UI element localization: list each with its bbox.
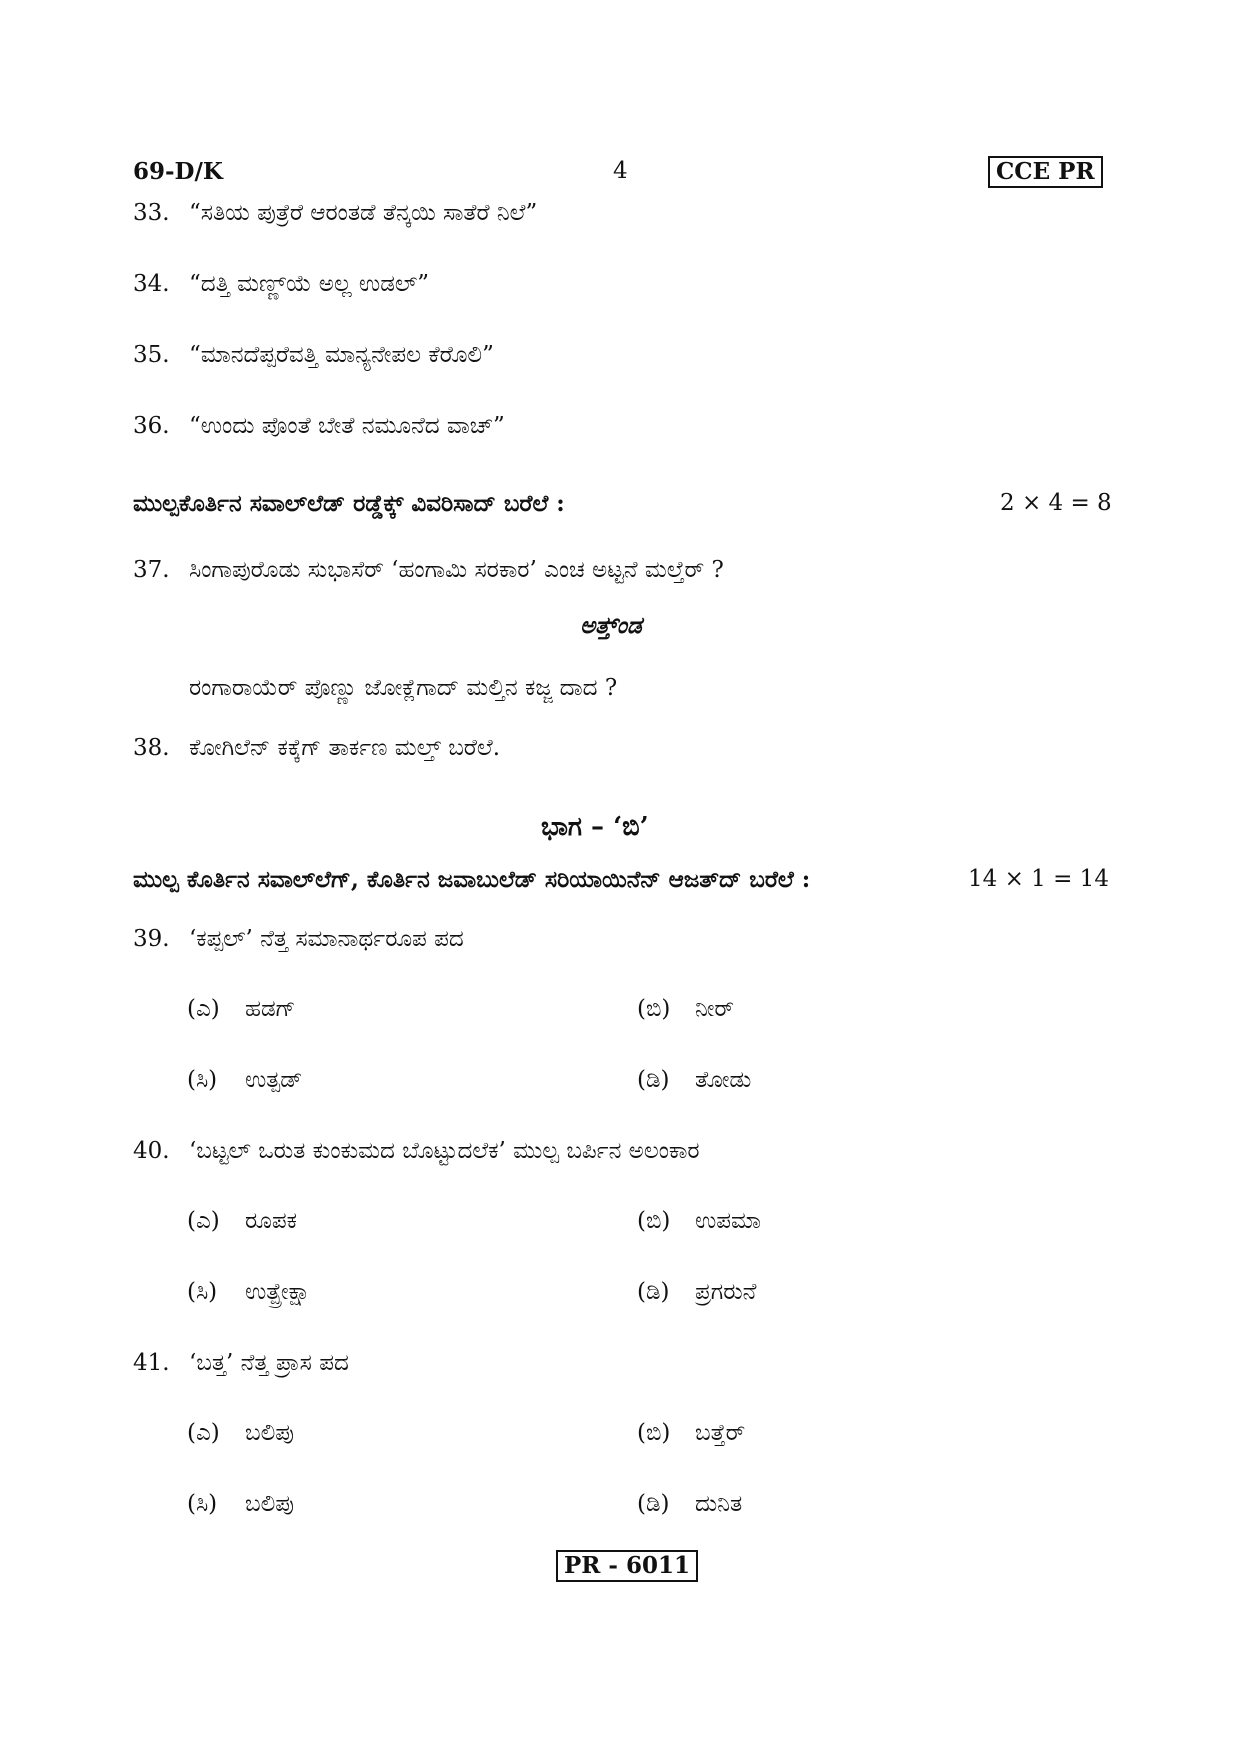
or-label: ಅತ್ತ್‌ಂಡ bbox=[580, 612, 642, 639]
q39-option-d: (ಡಿ) ತೋಡು bbox=[637, 1067, 752, 1093]
question-41: 41. ‘ಬತ್ತ’ ನೆತ್ತ ಪ್ರಾಸ ಪದ bbox=[133, 1350, 349, 1376]
q40-option-c: (ಸಿ) ಉತ್ಪ್ರೇಕ್ಷಾ bbox=[187, 1279, 311, 1305]
paper-code: 69-D/K bbox=[133, 158, 223, 185]
part-b-instruction: ಮುಲ್ಪ ಕೊರ್ತಿನ ಸವಾಲ್‌ಲೆಗ್, ಕೊರ್ತಿನ ಜವಾಬುಲೆಡ್ ಸರಿಯಾಯಿನೆನ್ ಆಜತ್‌ದ್ ಬರೆಲೆ : bbox=[133, 866, 811, 893]
question-40: 40. ‘ಬಟ್ಟಲ್ ಒರುತ ಕುಂಕುಮದ ಬೊಟ್ಟುದಲೆಕ’ ಮುಲ್ಪ ಬರ್ಪಿನ ಅಲಂಕಾರ bbox=[133, 1138, 700, 1164]
page-number: 4 bbox=[613, 158, 628, 184]
question-37: 37. ಸಿಂಗಾಪುರೊಡು ಸುಭಾಸೆರ್ ‘ಹಂಗಾಮಿ ಸರಕಾರ’ ಎಂಚ ಅಟ್ಟನೆ ಮಲ್ತೆರ್ ? bbox=[133, 557, 724, 583]
q39-option-b: (ಬಿ) ನೀರ್ bbox=[637, 996, 735, 1022]
q41-option-b: (ಬಿ) ಬತ್ತೆರ್ bbox=[637, 1420, 746, 1446]
part-b-title: ಭಾಗ – ‘ಬಿ’ bbox=[541, 812, 649, 842]
part-b-marks: 14 × 1 = 14 bbox=[968, 866, 1109, 892]
question-33: 33. “ಸತಿಯ ಪುತ್ರೆರೆ ಆರಂತಡೆ ತೆನ್ಕಯಿ ಸಾತೆರೆ ನಿಲೆ” bbox=[133, 200, 538, 226]
question-38: 38. ಕೋಗಿಲೆನ್ ಕಕ್ಕೆಗ್ ತಾರ್ಕಣ ಮಲ್ತ್ ಬರೆಲೆ. bbox=[133, 735, 501, 761]
question-39: 39. ‘ಕಪ್ಪಲ್’ ನೆತ್ತ ಸಮಾನಾರ್ಥರೂಪ ಪದ bbox=[133, 926, 464, 952]
section-instruction: ಮುಲ್ಪಕೊರ್ತಿನ ಸವಾಲ್‌ಲೆಡ್ ರಡ್ಡೆಕ್ಕ್ ವಿವರಿಸಾದ್ ಬರೆಲೆ : bbox=[133, 490, 565, 517]
q40-option-b: (ಬಿ) ಉಪಮಾ bbox=[637, 1208, 762, 1234]
q39-option-a: (ಎ) ಹಡಗ್ bbox=[187, 996, 296, 1022]
question-34: 34. “ದತ್ತಿ ಮಣ್ಣ್‌ಯೆ ಅಲ್ಲ ಉಡಲ್” bbox=[133, 271, 429, 297]
q41-option-d: (ಡಿ) ದುನಿತ bbox=[637, 1491, 743, 1517]
footer-code-box: PR - 6011 bbox=[556, 1550, 698, 1582]
q41-option-a: (ಎ) ಬಲಿಪು bbox=[187, 1420, 294, 1446]
paper-type-box: CCE PR bbox=[988, 156, 1103, 188]
question-37-alternative: ರಂಗಾರಾಯೆರ್ ಪೊಣ್ಣು ಜೋಕ್ಲೆಗಾದ್ ಮಲ್ತಿನ ಕಜ್ಜ ದಾದ ? bbox=[189, 675, 618, 701]
question-36: 36. “ಉಂದು ಪೊಂತೆ ಬೇತೆ ನಮೂನೆದ ವಾಚ್” bbox=[133, 413, 505, 439]
q39-option-c: (ಸಿ) ಉತ್ಪಡ್ bbox=[187, 1067, 303, 1093]
q40-option-d: (ಡಿ) ಪ್ರಗರುನೆ bbox=[637, 1279, 757, 1305]
section-marks: 2 × 4 = 8 bbox=[1000, 490, 1112, 516]
question-35: 35. “ಮಾನದೆಪ್ಪರೆವತ್ತಿ ಮಾನ್ಯನೇಪಲ ಕೆರೊಲಿ” bbox=[133, 342, 494, 368]
q40-option-a: (ಎ) ರೂಪಕ bbox=[187, 1208, 297, 1234]
q41-option-c: (ಸಿ) ಬಲಿಪು bbox=[187, 1491, 294, 1517]
